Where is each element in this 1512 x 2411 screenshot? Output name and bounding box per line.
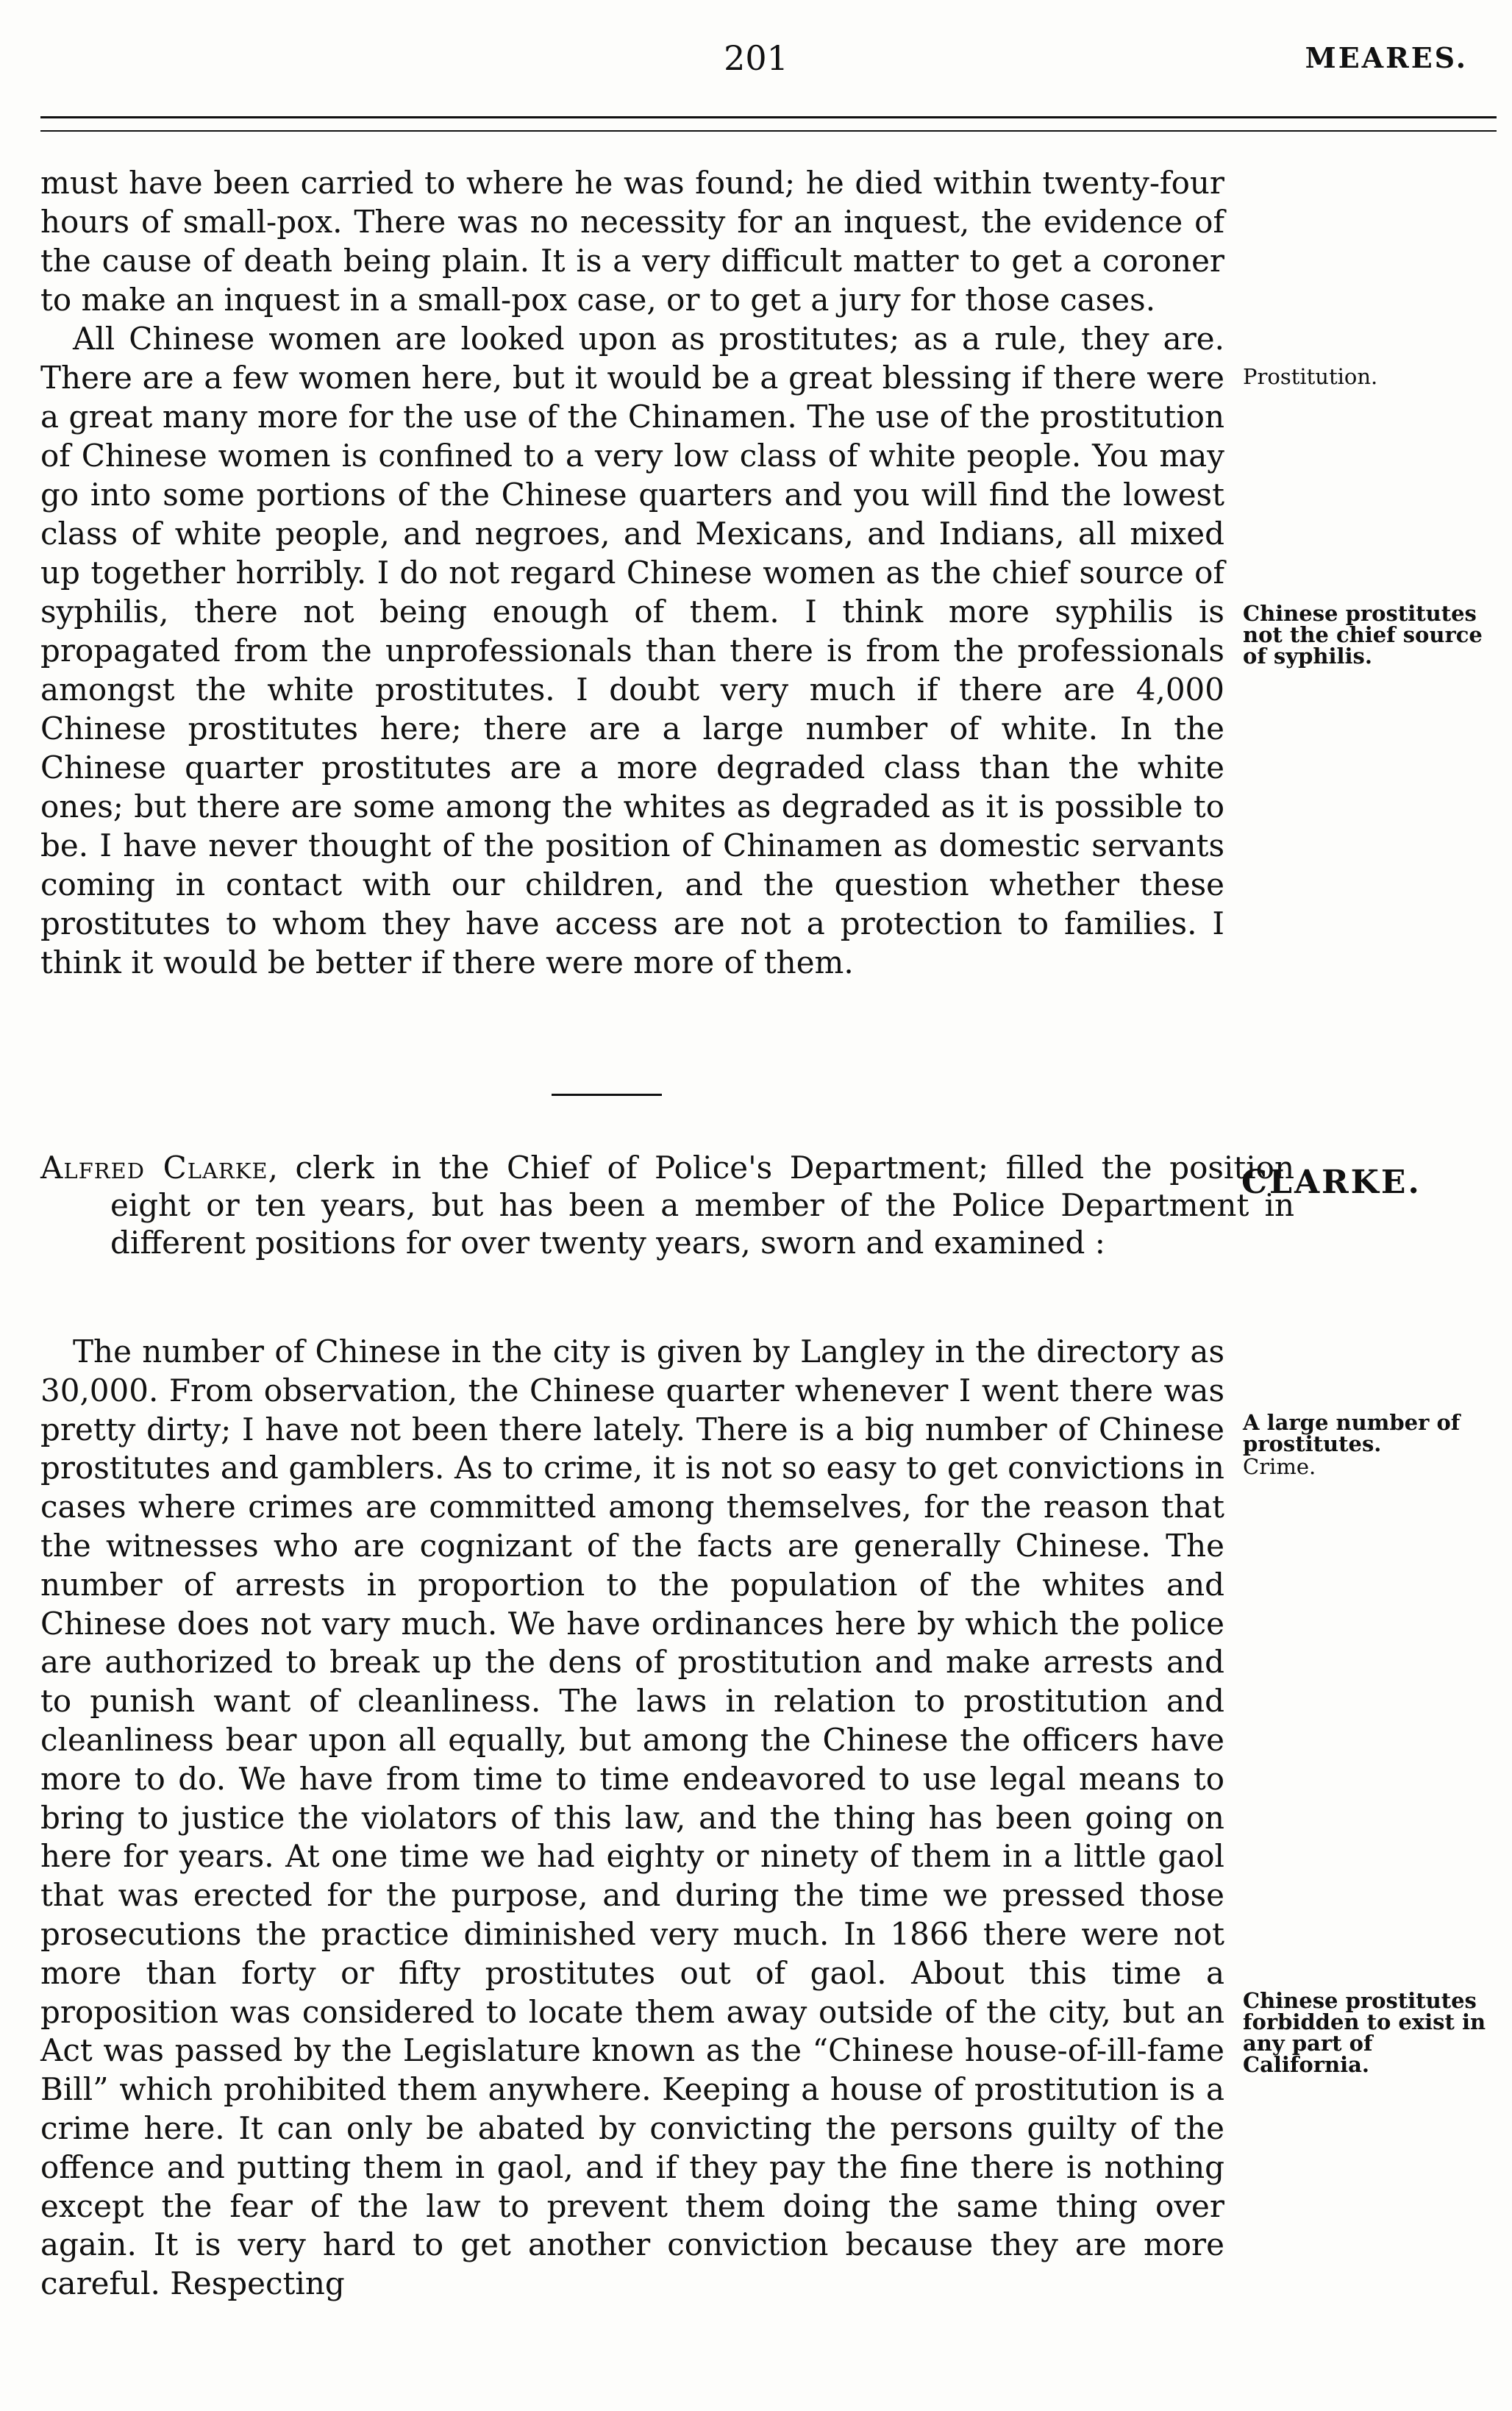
section-separator xyxy=(552,1094,662,1096)
running-head: MEARES. xyxy=(1305,41,1468,74)
witness-introduction xyxy=(40,1149,1294,1261)
margin-note-syphilis: Chinese prostitutes not the chief source of syphilis. xyxy=(1243,601,1483,669)
paragraph-prostitution: All Chinese women are looked upon as prostitutes; as a rule, they are. There are a few women here, but it would be a great blessing if there were a great many more for the use of the Chinamen. The use of the prostitution of Chinese women is confined to a very low class of white people. You may go into some portions of the Chinese quarters and you will find the lowest class of white people, and negroes, and Mexicans, and Indians, all mixed up together horribly. I do not regard Chinese women as the chief source of syphilis, there not being enough of them. I think more syphilis is propagated from the unprofessionals than there is from the professionals amongst the white prostitutes. I doubt very much if there are 4,000 Chinese prostitutes here; there are a large number of white. In the Chinese quarter prostitutes are a more degraded class than the white ones; but there are some among the whites as degraded as it is possible to be. I have never thought of the position of Chinamen as domestic servants coming in contact with our children, and the question whether these prostitutes to whom they have access are not a protection to families. I think it would be better if there were more of them. xyxy=(40,321,1224,980)
margin-note-crime: Crime. xyxy=(1243,1454,1316,1479)
page-number: 201 xyxy=(724,38,788,78)
margin-note-prostitutes: A large number of prostitutes. xyxy=(1243,1410,1461,1456)
paragraph-smallpox: must have been carried to where he was found; he died within twenty-four hours of small-pox. There was no necessity for an inquest, the evidence of the cause of death being plain. It is a very difficult matter to get a coroner to make an inquest in a small-pox case, or to get a jury for those cases. xyxy=(40,165,1224,318)
section-meares-testimony xyxy=(40,163,1224,982)
witness-intro-text: , clerk in the Chief of Police's Department; filled the position eight or ten years, but has been a member of the Police Department in different positions for over twenty years, sworn and examined : xyxy=(110,1150,1294,1261)
section-clarke-testimony xyxy=(40,1333,1224,2304)
witness-name: Alfred Clarke xyxy=(40,1150,268,1186)
header-rule xyxy=(40,116,1497,132)
margin-note-prostitution: Prostitution. xyxy=(1243,364,1378,389)
witness-heading: CLARKE. xyxy=(1241,1164,1422,1201)
paragraph-chinese-population: The number of Chinese in the city is given by Langley in the directory as 30,000. From observation, the Chinese quarter whenever I went there was pretty dirty; I have not been there lately. There is a big number of Chinese prostitutes and gamblers. As to crime, it is not so easy to get convictions in cases where crimes are committed among themselves, for the reason that the witnesses who are cognizant of the facts are generally Chinese. The number of arrests in proportion to the population of the whites and Chinese does not vary much. We have ordinances here by which the police are authorized to break up the dens of prostitution and make arrests and to punish want of cleanliness. The laws in relation to prostitution and cleanliness bear upon all equally, but among the Chinese the officers have more to do. We have from time to time endeavored to use legal means to bring to justice the violators of this law, and the thing has been going on here for years. At one time we had eighty or ninety of them in a little gaol that was erected for the purpose, and during the time we pressed those prosecutions the practice diminished very much. In 1866 there were not more than forty or fifty prostitutes out of gaol. About this time a proposition was considered to locate them away outside of the city, but an Act was passed by the Legislature known as the “Chinese house-of-ill-fame Bill” which prohibited them anywhere. Keeping a house of prostitution is a crime here. It can only be abated by convicting the persons guilty of the offence and putting them in gaol, and if they pay the fine there is nothing except the fear of the law to prevent them doing the same thing over again. It is very hard to get another conviction because they are more careful. Respecting xyxy=(40,1333,1224,2302)
margin-note-forbidden: Chinese prostitutes forbidden to exist in any part of California. xyxy=(1243,1988,1486,2077)
